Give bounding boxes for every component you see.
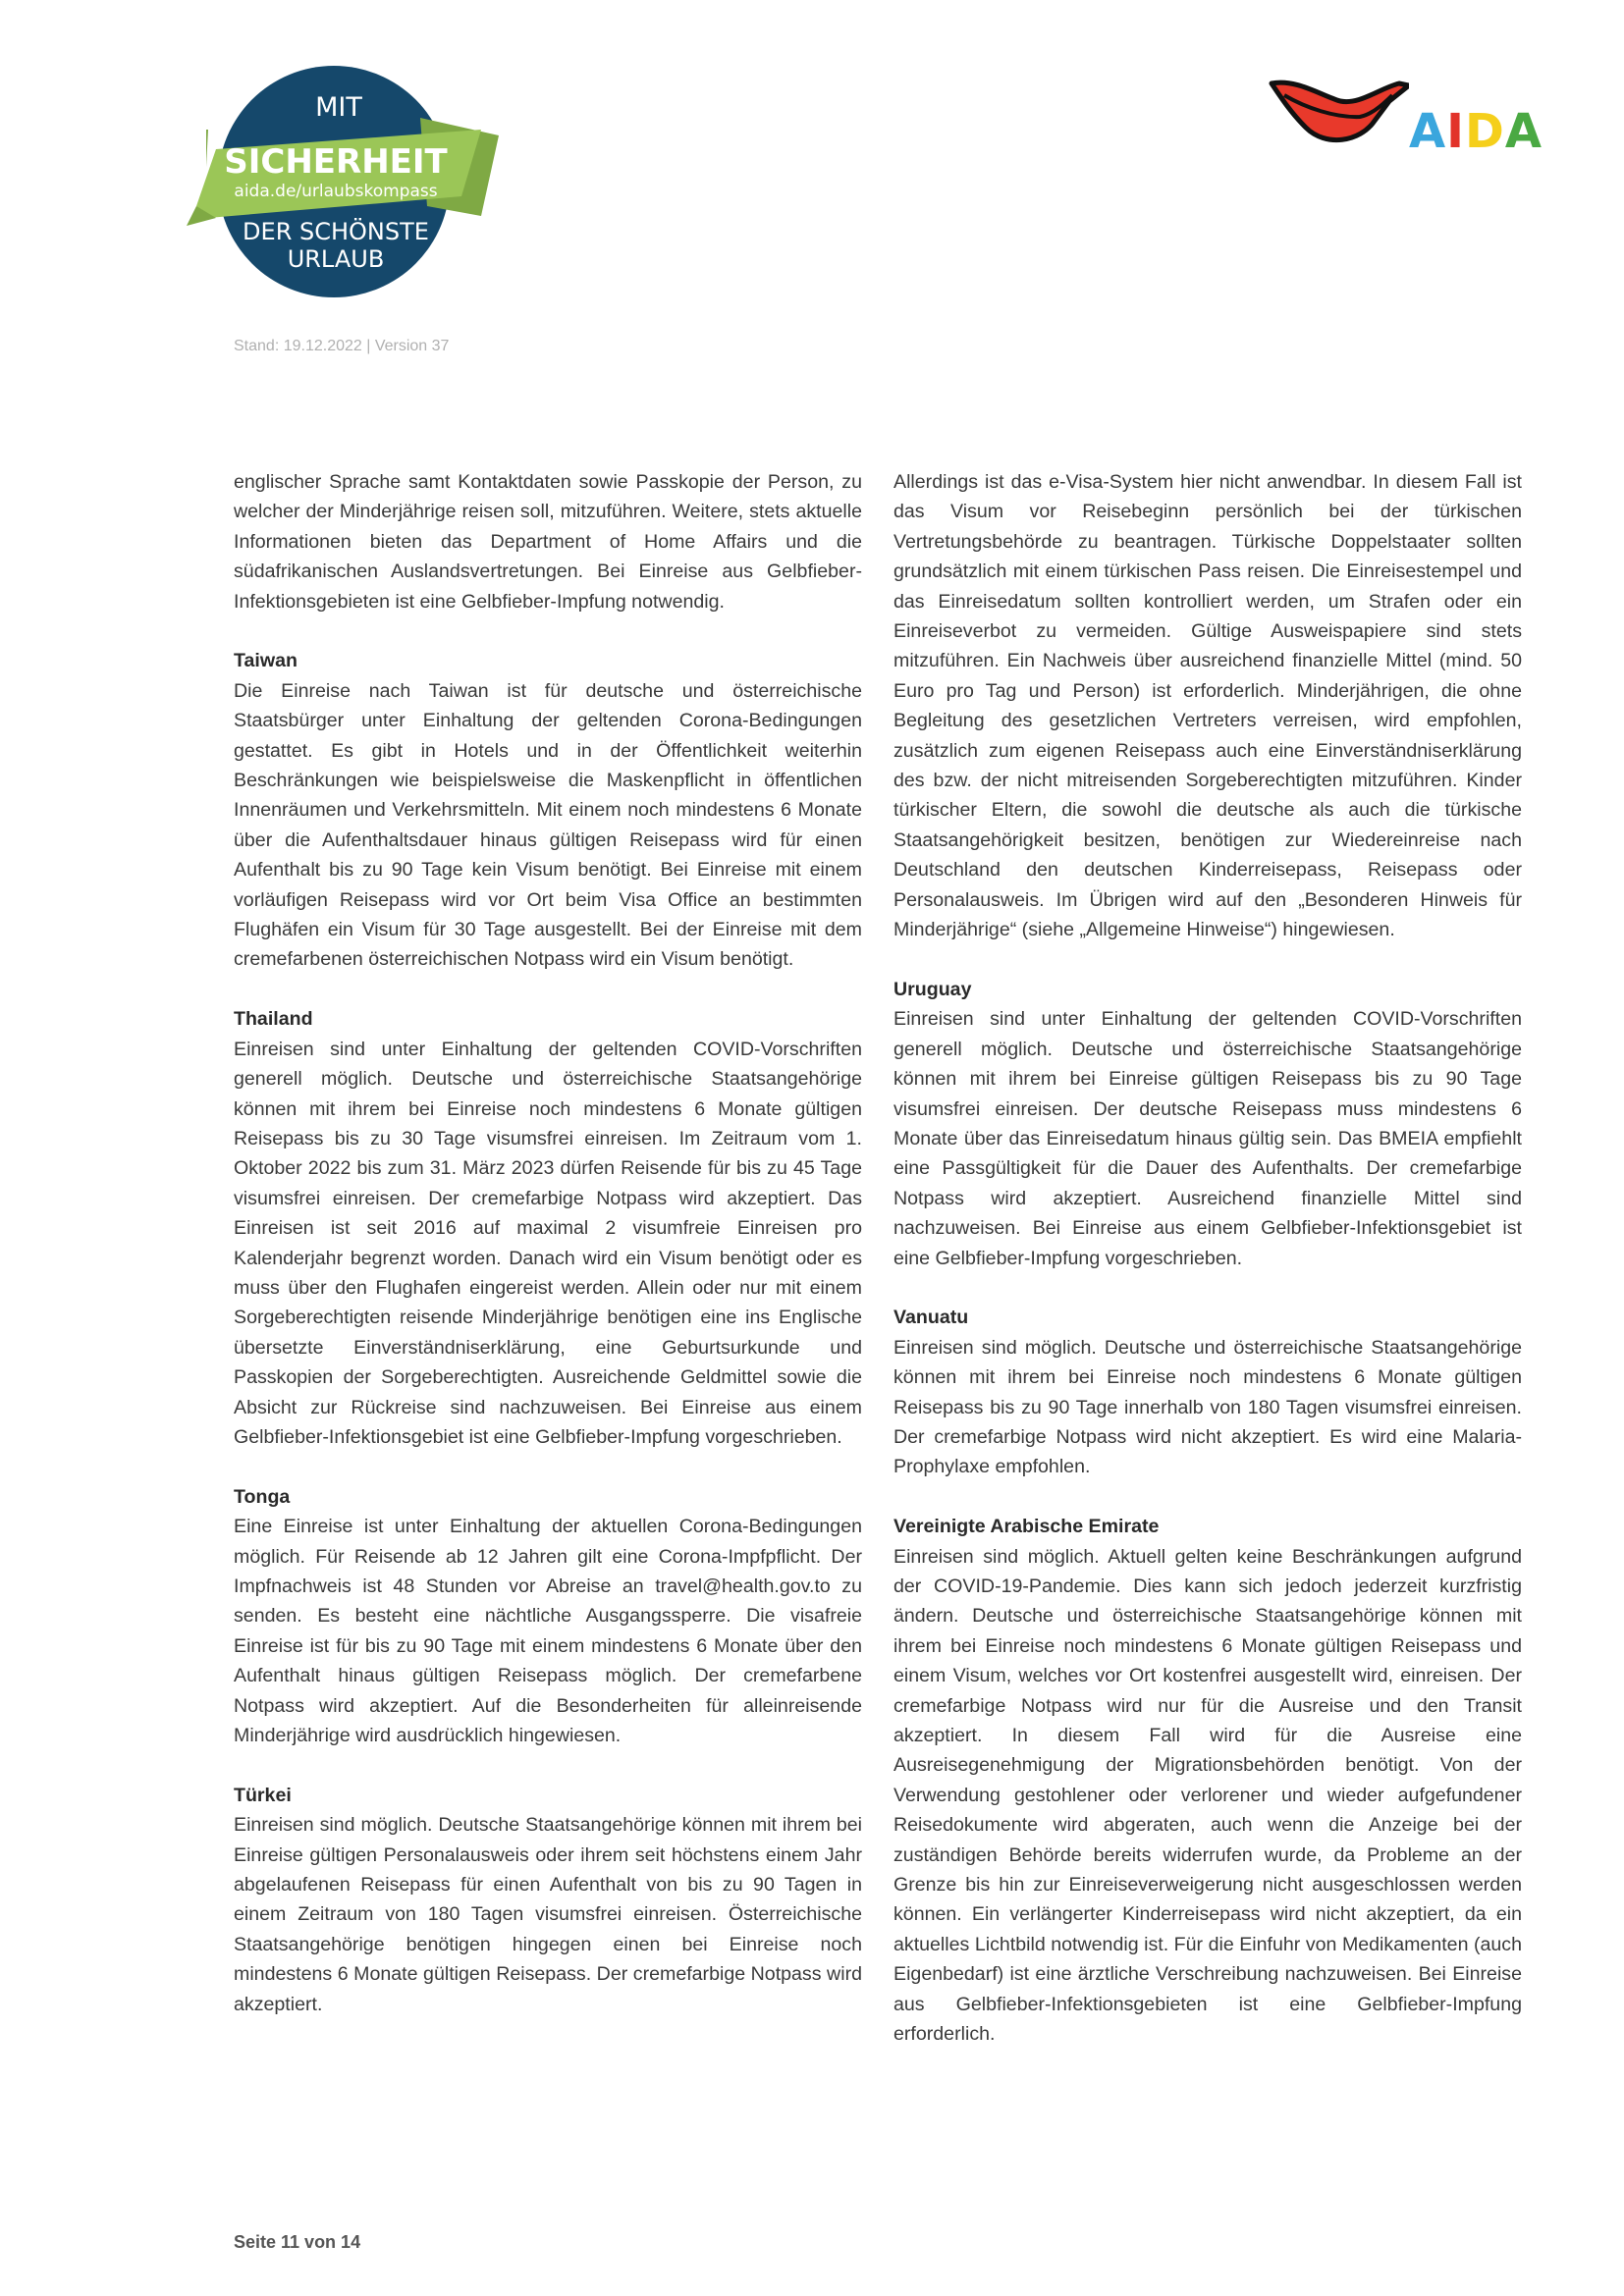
section-body: englischer Sprache samt Kontaktdaten sowie Passkopie der Person, zu welcher der Minderjährige reisen soll, mitzuführen. Weitere, stets aktuelle Informationen bieten das Department of Home Affairs und die südafrikanischen Auslandsvertretungen. Bei Einreise aus Gelbfieber-Infektionsgebieten ist eine Gelbfieber-Impfung notwendig. (234, 471, 862, 613)
svg-text:aida.de/urlaubskompass: aida.de/urlaubskompass (234, 182, 438, 201)
section-vae (893, 1512, 1522, 2049)
section-title: Thailand (234, 1008, 313, 1031)
section-tuerkei (234, 1781, 862, 2019)
section-title: Tonga (234, 1485, 291, 1508)
aida-wordmark (1409, 104, 1543, 159)
section-body: Eine Einreise ist unter Einhaltung der aktuellen Corona-Bedingungen möglich. Für Reisende ab 12 Jahren gilt eine Corona-Impfpflicht. Der Impfnachweis ist 48 Stunden vor Abreise an travel@health.gov.to zu senden. Es besteht eine nächtliche Ausgangssperre. Die visafreie Einreise ist für bis zu 90 Tage mit einem mindestens 6 Monate über den Aufenthalt hinaus gültigen Reisepass möglich. Der cremefarbene Notpass wird akzeptiert. Auf die Besonderheiten für alleinreisende Minderjährige wird ausdrücklich hingewiesen. (234, 1516, 862, 1747)
section-body: Einreisen sind unter Einhaltung der geltenden COVID-Vorschriften generell möglich. Deutsche und österreichische Staatsangehörige können mit ihrem bei Einreise noch mindestens 6 Monate gültigen Reisepass bis zu 30 Tage visumsfrei einreisen. Im Zeitraum vom 1. Oktober 2022 bis zum 31. März 2023 dürfen Reisende für bis zu 45 Tage visumsfrei einreisen. Der cremefarbige Notpass wird akzeptiert. Das Einreisen ist seit 2016 auf maximal 2 visumfreie Einreisen pro Kalenderjahr begrenzt worden. Danach wird ein Visum benötigt oder es muss über den Flughafen eingereist werden. Allein oder nur mit einem Sorgeberechtigten reisende Minderjährige benötigen eine ins Englische übersetzte Einverständniserklärung, eine Geburtsurkunde und Passkopien der Sorgeberechtigten. Ausreichende Geldmittel sowie die Absicht zur Rückreise sind nachzuweisen. Bei Einreise aus einem Gelbfieber-Infektionsgebiet ist eine Gelbfieber-Impfung vorgeschrieben. (234, 1038, 862, 1448)
section-body: Allerdings ist das e-Visa-System hier nicht anwendbar. In diesem Fall ist das Visum vor Reisebeginn persönlich bei der türkischen Vertretungsbehörde zu beantragen. Türkische Doppelstaater sollten grundsätzlich mit einem türkischen Pass reisen. Die Einreisestempel und das Einreisedatum sollten kontrolliert werden, um Strafen oder ein Einreiseverbot zu vermeiden. Gültige Ausweispapiere sind stets mitzuführen. Ein Nachweis über ausreichend finanzielle Mittel (mind. 50 Euro pro Tag und Person) ist erforderlich. Minderjährigen, die ohne Begleitung des gesetzlichen Vertreters verreisen, wird empfohlen, zusätzlich zum eigenen Reisepass auch eine Einverständniserklärung des bzw. der nicht mitreisenden Sorgeberechtigten mitzuführen. Kinder türkischer Eltern, die sowohl die deutsche als auch die türkische Staatsangehörigkeit besitzen, benötigen zur Wiedereinreise nach Deutschland den deutschen Kinderreisepass, Reisepass oder Personalausweis. Im Übrigen wird auf den „Besonderen Hinweis für Minderjährige“ (siehe „Allgemeine Hinweise“) hingewiesen. (893, 471, 1522, 941)
version-stamp: Stand: 19.12.2022 | Version 37 (234, 338, 450, 354)
section-vanuatu (893, 1303, 1522, 1481)
section-taiwan (234, 646, 862, 974)
section-thailand (234, 1004, 862, 1452)
logo-letter: A (1504, 104, 1543, 159)
right-column (893, 467, 1522, 2079)
section-body: Einreisen sind möglich. Deutsche und österreichische Staatsangehörige können mit ihrem bei Einreise noch mindestens 6 Monate gültigen Reisepass bis zu 90 Tage innerhalb von 180 Tagen visumsfrei einreisen. Der cremefarbige Notpass wird nicht akzeptiert. Es wird eine Malaria-Prophylaxe empfohlen. (893, 1336, 1522, 1478)
section-title: Taiwan (234, 650, 298, 672)
section-body: Einreisen sind unter Einhaltung der geltenden COVID-Vorschriften generell möglich. Deutsche und österreichische Staatsangehörige können mit ihrem bei Einreise gültigen Reisepass bis zu 90 Tage visumsfrei einreisen. Der deutsche Reisepass muss mindestens 6 Monate über das Einreisedatum hinaus gültig sein. Das BMEIA empfiehlt eine Passgültigkeit für die Dauer des Aufenthalts. Der cremefarbige Notpass wird akzeptiert. Ausreichend finanzielle Mittel sind nachzuweisen. Bei Einreise aus einem Gelbfieber-Infektionsgebiet ist eine Gelbfieber-Impfung vorgeschrieben. (893, 1008, 1522, 1269)
section-body: Einreisen sind möglich. Aktuell gelten keine Beschränkungen aufgrund der COVID-19-Pandemie. Dies kann sich jedoch jederzeit kurzfristig ändern. Deutsche und österreichische Staatsangehörige können mit ihrem bei Einreise noch mindestens 6 Monate gültigen Reisepass und einem Visum, welches vor Ort kostenfrei ausgestellt wird, einreisen. Der cremefarbige Notpass wird nur für die Ausreise und den Transit akzeptiert. In diesem Fall wird für die Ausreise eine Ausreisegenehmigung der Migrationsbehörden benötigt. Von der Verwendung gestohlener oder verlorener und wieder aufgefundener Reisedokumente wird abgeraten, auch wenn die Anzeige bei der zuständigen Behörde bereits widerrufen wurde, da Probleme an der Grenze bis hin zur Einreiseverweigerung nicht ausgeschlossen werden können. Ein verlängerter Kinderreisepass wird nicht akzeptiert, da ein aktuelles Lichtbild notwendig ist. Für die Einfuhr von Medikamenten (auch Eigenbedarf) ist eine ärztliche Verschreibung nachzuweisen. Bei Einreise aus Gelbfieber-Infektionsgebieten ist eine Gelbfieber-Impfung erforderlich. (893, 1545, 1522, 2046)
logo-letter: I (1446, 104, 1466, 159)
safety-badge-logo (187, 59, 501, 314)
left-column (234, 467, 862, 2049)
logo-letter: A (1409, 104, 1447, 159)
section-tonga (234, 1482, 862, 1751)
section-title: Vereinigte Arabische Emirate (893, 1516, 1160, 1538)
page-number: Seite 11 von 14 (234, 2232, 361, 2252)
badge-graphic (187, 59, 501, 314)
continuation-paragraph (234, 467, 862, 616)
svg-text:SICHERHEIT: SICHERHEIT (224, 142, 448, 182)
section-body: Die Einreise nach Taiwan ist für deutsche und österreichische Staatsbürger unter Einhaltung der geltenden Corona-Bedingungen gestattet. Es gibt in Hotels und in der Öffentlichkeit weiterhin Beschränkungen wie beispielsweise die Maskenpflicht in öffentlichen Innenräumen und Verkehrsmitteln. Mit einem noch mindestens 6 Monate über die Aufenthaltsdauer hinaus gültigen Reisepass wird für einen Aufenthalt bis zu 90 Tage kein Visum benötigt. Bei Einreise mit einem vorläufigen Reisepass wird vor Ort beim Visa Office an bestimmten Flughäfen ein Visum für 30 Tage ausgestellt. Bei der Einreise mit dem cremefarbenen österreichischen Notpass wird ein Visum benötigt. (234, 679, 862, 971)
lips-icon (1267, 74, 1409, 152)
section-body: Einreisen sind möglich. Deutsche Staatsangehörige können mit ihrem bei Einreise gültigen Personalausweis oder ihrem seit höchstens einem Jahr abgelaufenen Reisepass für einen Aufenthalt von bis zu 90 Tagen in einem Zeitraum von 180 Tagen visumsfrei einreisen. Österreichische Staatsangehörige benötigen hingegen einen bei Einreise noch mindestens 6 Monate gültigen Reisepass. Der cremefarbige Notpass wird akzeptiert. (234, 1814, 862, 2015)
section-uruguay (893, 975, 1522, 1273)
section-title: Uruguay (893, 978, 972, 1000)
svg-text:DER SCHÖNSTE: DER SCHÖNSTE (243, 218, 429, 245)
section-title: Vanuatu (893, 1307, 969, 1329)
section-title: Türkei (234, 1784, 292, 1806)
svg-text:MIT: MIT (315, 92, 362, 123)
logo-letter: D (1465, 104, 1505, 159)
aida-logo (1267, 69, 1581, 167)
continuation-paragraph (893, 467, 1522, 945)
svg-text:URLAUB: URLAUB (287, 245, 385, 273)
